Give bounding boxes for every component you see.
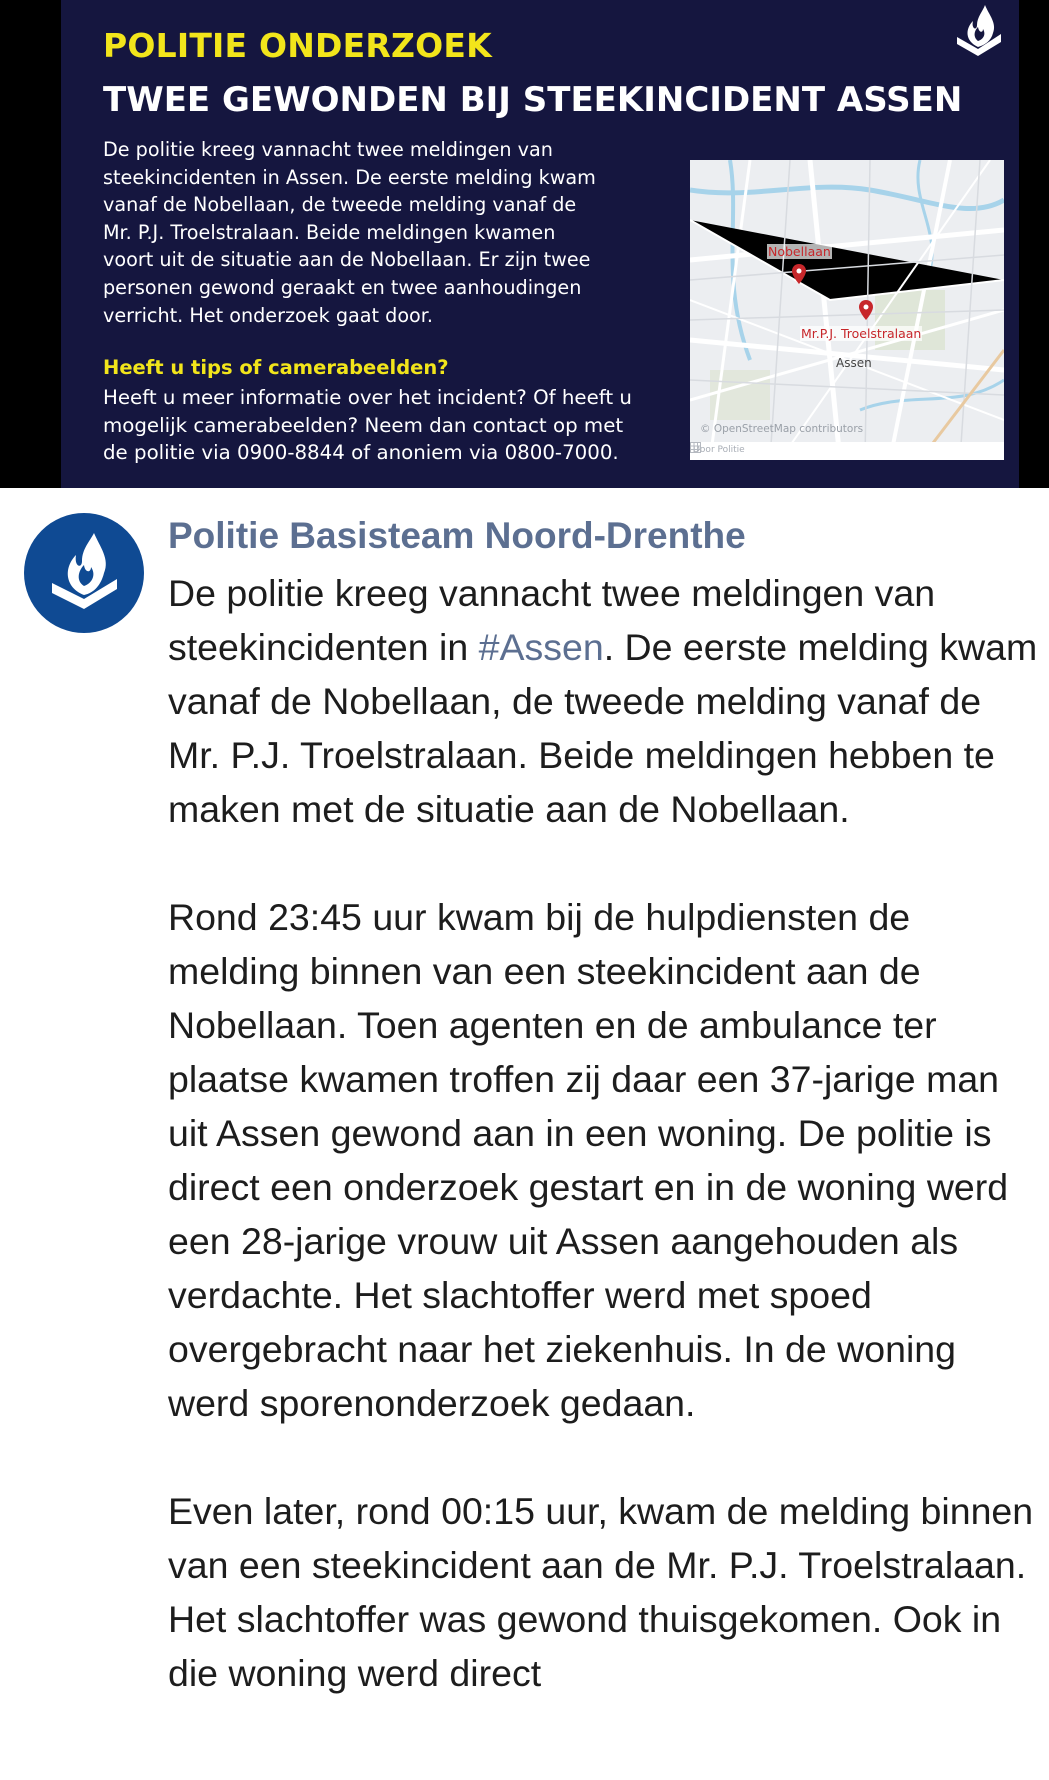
banner-body xyxy=(103,136,663,329)
banner-panel xyxy=(61,0,1019,488)
map-marker-icon[interactable] xyxy=(792,264,806,284)
banner-body-line: personen gewond geraakt en twee aanhoudingen xyxy=(103,275,582,299)
post-author[interactable]: Politie Basisteam Noord-Drenthe xyxy=(168,515,746,556)
map-footer xyxy=(690,442,1004,460)
incident-banner-image[interactable] xyxy=(0,0,1049,488)
grid-icon xyxy=(690,442,701,453)
tips-text xyxy=(103,384,703,467)
banner-body-line: Mr. P.J. Troelstralaan. Beide meldingen kwamen xyxy=(103,220,556,244)
tips-line: de politie via 0900-8844 of anoniem via 0800-7000. xyxy=(103,441,619,465)
post-text xyxy=(168,566,1038,1754)
banner-body-line: De politie kreeg vannacht twee meldingen van xyxy=(103,138,553,161)
banner-headline: TWEE GEWONDEN BIJ STEEKINCIDENT ASSEN xyxy=(103,80,963,120)
post-paragraph-text: . De eerste melding kwam vanaf de Nobellaan, de tweede melding vanaf de Mr. P.J. Troelstralaan. Beide meldingen hebben te maken met de situatie aan de Nobellaan. xyxy=(168,626,1038,830)
map-copyright: © OpenStreetMap contributors xyxy=(700,423,864,435)
tips-heading: Heeft u tips of camerabeelden? xyxy=(103,356,449,379)
hashtag-link[interactable]: #Assen xyxy=(478,626,604,668)
tips-line: Heeft u meer informatie over het incident? Of heeft u xyxy=(103,386,632,409)
banner-body-line: steekincidenten in Assen. De eerste melding kwam xyxy=(103,165,596,189)
banner-title: POLITIE ONDERZOEK xyxy=(103,26,492,65)
map-label-nobellaan: Nobellaan xyxy=(768,244,831,259)
incident-map[interactable] xyxy=(690,160,1004,460)
tips-line: mogelijk camerabeelden? Neem dan contact op met xyxy=(103,413,624,437)
map-marker-icon[interactable] xyxy=(859,300,873,320)
police-logo-icon xyxy=(24,513,144,633)
map-streets xyxy=(690,160,1004,460)
post-paragraph xyxy=(168,566,1038,836)
banner-body-line: verricht. Het onderzoek gaat door. xyxy=(103,303,434,327)
post-paragraph: Rond 23:45 uur kwam bij de hulpdiensten de melding binnen van een steekincident aan de Nobellaan. Toen agenten en de ambulance ter plaatse kwamen troffen zij daar een 37-jarige man uit Assen gewond aan in een woning. De politie is direct een onderzoek gestart en in de woning werd een 28-jarige vrouw uit Assen aangehouden als verdachte. Het slachtoffer werd met spoed overgebracht naar het ziekenhuis. In de woning werd sporenonderzoek gedaan. xyxy=(168,896,1009,1424)
map-source-label: Door Politie xyxy=(693,445,745,455)
post-paragraph-text: De politie kreeg vannacht twee meldingen van steekincidenten in xyxy=(168,572,936,668)
post xyxy=(0,488,1049,1780)
banner-body-line: vanaf de Nobellaan, de tweede melding vanaf de xyxy=(103,193,577,217)
police-flame-icon xyxy=(951,3,1005,61)
map-label-troelstralaan: Mr.P.J. Troelstralaan xyxy=(801,326,922,341)
post-paragraph: Even later, rond 00:15 uur, kwam de melding binnen van een steekincident aan de Mr. P.J. Troelstralaan. Het slachtoffer was gewond thuisgekomen. Ook in die woning werd direct xyxy=(168,1490,1034,1694)
banner-body-line: voort uit de situatie aan de Nobellaan. Er zijn twee xyxy=(103,248,591,272)
map-label-city: Assen xyxy=(836,356,872,370)
avatar[interactable] xyxy=(24,513,144,633)
